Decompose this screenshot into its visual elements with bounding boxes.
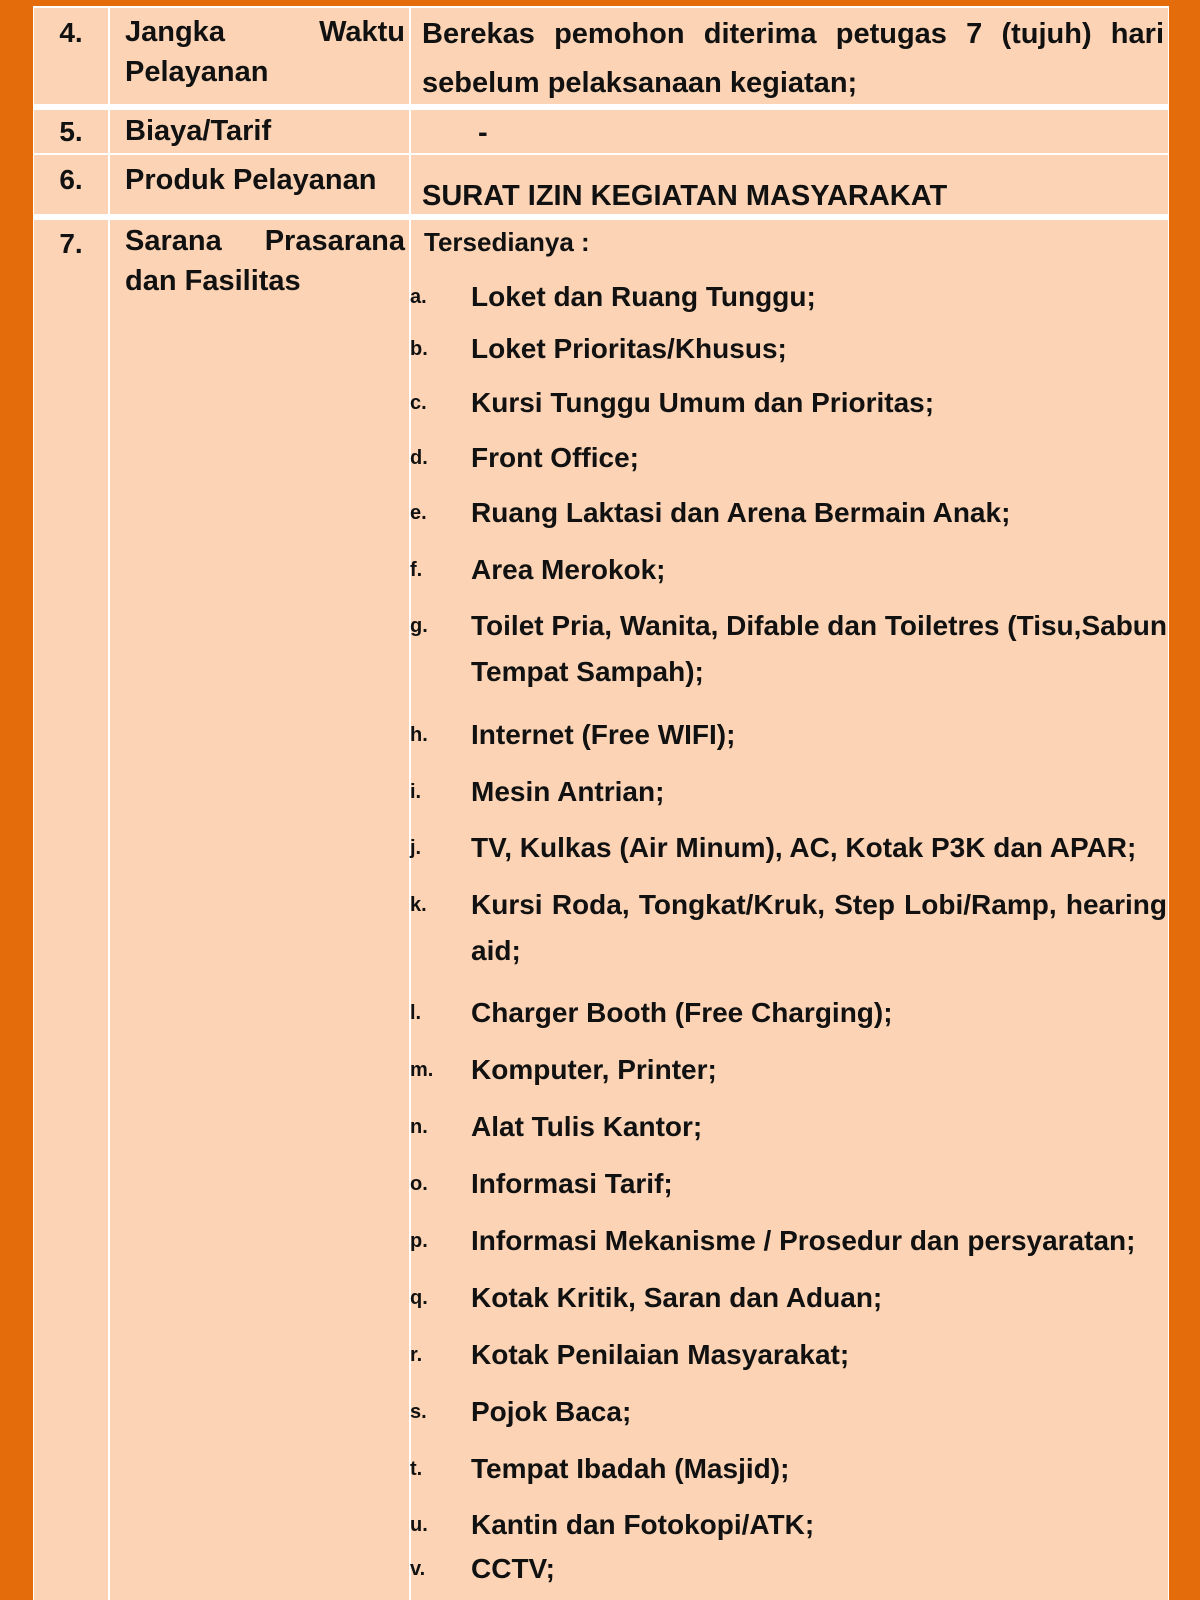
facility-item-text: Informasi Tarif; bbox=[471, 1168, 673, 1199]
facility-item-letter: a. bbox=[410, 286, 427, 308]
row-number: 6. bbox=[59, 164, 83, 195]
facility-item-text: Front Office; bbox=[471, 442, 639, 473]
row-label bbox=[125, 12, 405, 92]
row-label-word: Jangka bbox=[125, 16, 225, 48]
facility-item-letter: k. bbox=[410, 894, 427, 916]
row-value: - bbox=[478, 117, 488, 149]
facility-item-text: Alat Tulis Kantor; bbox=[471, 1111, 703, 1142]
facility-item-text: Charger Booth (Free Charging); bbox=[471, 997, 893, 1028]
row-label: Biaya/Tarif bbox=[125, 115, 272, 147]
row-value: SURAT IZIN KEGIATAN MASYARAKAT bbox=[422, 180, 948, 212]
facility-item-letter: j. bbox=[410, 837, 422, 859]
row-number: 4. bbox=[59, 17, 83, 48]
row-label-line: dan Fasilitas bbox=[125, 265, 301, 297]
facility-item-text: Tempat Ibadah (Masjid); bbox=[471, 1453, 790, 1484]
facility-item-letter: l. bbox=[410, 1002, 422, 1024]
facility-item-letter: f. bbox=[410, 559, 423, 581]
row-label-word: Sarana bbox=[125, 225, 222, 257]
facility-item-text: Kursi Tunggu Umum dan Prioritas; bbox=[471, 387, 935, 418]
facility-item-letter: i. bbox=[410, 781, 422, 803]
row-label-word: Prasarana bbox=[264, 225, 405, 257]
row-label bbox=[125, 221, 405, 301]
facility-item-text: Informasi Mekanisme / Prosedur dan persyaratan; bbox=[471, 1225, 1136, 1256]
row-divider-5-6 bbox=[33, 153, 1169, 155]
facility-item-text: Area Merokok; bbox=[471, 554, 666, 585]
facility-item-letter: m. bbox=[410, 1059, 434, 1081]
facility-item-text: Ruang Laktasi dan Arena Bermain Anak; bbox=[471, 497, 1011, 528]
row-label: Produk Pelayanan bbox=[125, 164, 377, 196]
facility-item-text: Pojok Baca; bbox=[471, 1396, 632, 1427]
facility-item-letter: h. bbox=[410, 724, 428, 746]
facility-item-text: Komputer, Printer; bbox=[471, 1054, 717, 1085]
row-label-line: Pelayanan bbox=[125, 56, 269, 88]
row-label-word: Waktu bbox=[319, 16, 405, 48]
facilities-intro: Tersedianya : bbox=[424, 227, 590, 257]
facility-item-text: TV, Kulkas (Air Minum), AC, Kotak P3K dan APAR; bbox=[471, 832, 1137, 863]
facility-item-text: Kotak Penilaian Masyarakat; bbox=[471, 1339, 850, 1370]
facility-item-text: CCTV; bbox=[471, 1553, 555, 1584]
facility-item-letter: q. bbox=[410, 1287, 428, 1309]
facility-item-letter: g. bbox=[410, 615, 428, 637]
facility-item-letter: b. bbox=[410, 338, 428, 360]
facility-item-text: Loket Prioritas/Khusus; bbox=[471, 333, 787, 364]
facility-item-letter: c. bbox=[410, 392, 427, 414]
facility-item-text: Kursi Roda, Tongkat/Kruk, Step Lobi/Ramp, hearing aid; bbox=[471, 889, 1167, 966]
facility-item-letter: s. bbox=[410, 1401, 427, 1423]
facility-item-text: Internet (Free WIFI); bbox=[471, 719, 736, 750]
facility-item-text: Kantin dan Fotokopi/ATK; bbox=[471, 1509, 815, 1540]
facility-item-text: Toilet Pria, Wanita, Difable dan Toiletres (Tisu,Sabun Tempat Sampah); bbox=[471, 610, 1167, 687]
row-divider-top bbox=[33, 6, 1169, 8]
facility-item-letter: e. bbox=[410, 502, 427, 524]
facility-item-letter: p. bbox=[410, 1230, 428, 1252]
facility-item-text: Mesin Antrian; bbox=[471, 776, 665, 807]
facility-item-letter: o. bbox=[410, 1173, 428, 1195]
facility-item-text: Kotak Kritik, Saran dan Aduan; bbox=[471, 1282, 883, 1313]
row-value: Berekas pemohon diterima petugas 7 (tujuh) hari sebelum pelaksanaan kegiatan; bbox=[422, 18, 1164, 99]
facility-item-letter: v. bbox=[410, 1558, 426, 1580]
facility-item-letter: d. bbox=[410, 447, 428, 469]
facility-item-letter: t. bbox=[410, 1458, 423, 1480]
row-number: 7. bbox=[59, 228, 83, 259]
facility-item-letter: n. bbox=[410, 1116, 428, 1138]
facility-item-letter: r. bbox=[410, 1344, 423, 1366]
row-number: 5. bbox=[59, 116, 83, 147]
facility-item-text: Loket dan Ruang Tunggu; bbox=[471, 281, 816, 312]
facility-item-letter: u. bbox=[410, 1514, 428, 1536]
